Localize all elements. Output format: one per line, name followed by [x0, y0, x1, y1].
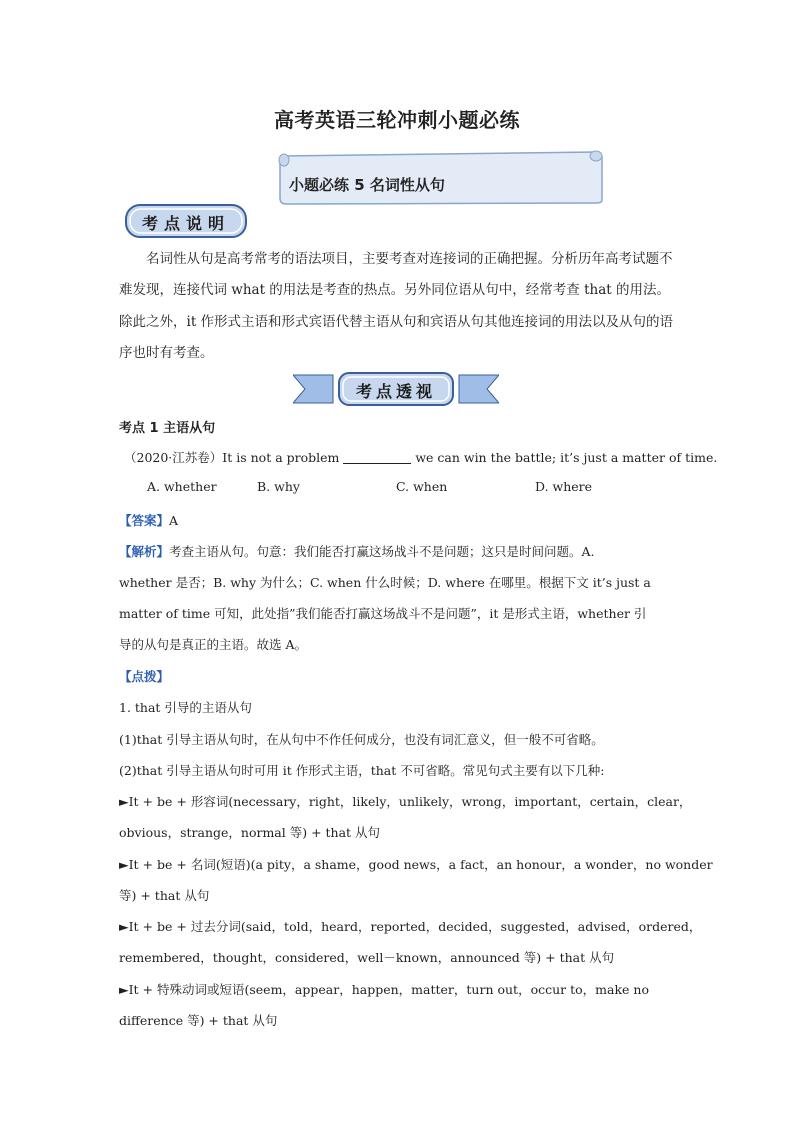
tip-line: ►It + be + 名词(短语)(a pity，a shame，good news，a fact，an honour，a wonder，no wonder: [119, 857, 713, 872]
analysis-label: 【解析】: [119, 544, 170, 559]
tip-line: ►It + be + 过去分词(said，told，heard，reported，decided，suggested，advised，ordered，: [119, 919, 702, 934]
question-after: we can win the battle; it’s just a matter of time.: [411, 450, 718, 465]
page-title: 高考英语三轮冲刺小题必练: [274, 108, 520, 132]
intro-paragraph: 名词性从句是高考常考的语法项目，主要考查对连接词的正确把握。分析历年高考试题不难发现，连接代词 what 的用法是考查的热点。另外同位语从句中，经常考查 that 的用法。除此之外，it 作形式主语和形式宾语代替主语从句和宾语从句其他连接词的用法以及从句的语序也时有考查。: [119, 251, 674, 361]
tip-line: difference 等) + that 从句: [119, 1013, 278, 1028]
tip-line: remembered，thought，considered，well－known，announced 等) + that 从句: [119, 950, 615, 965]
tip-line: ►It + 特殊动词或短语(seem，appear，happen，matter，turn out，occur to，make no: [119, 982, 649, 997]
analysis-line-3: matter of time 可知，此处指”我们能否打赢这场战斗不是问题”，it 是形式主语，whether 引: [119, 606, 647, 621]
scroll-label: 小题必练 5 名词性从句: [289, 176, 445, 194]
tip-line: ►It + be + 形容词(necessary，right，likely，unlikely，wrong，important，certain，clear，: [119, 794, 692, 809]
option-d: D. where: [535, 479, 593, 494]
question-before: It is not a problem: [222, 450, 344, 465]
badge-explain: 考点说明: [141, 214, 230, 233]
answer-value: A: [169, 513, 179, 528]
analysis-line-4: 导的从句是真正的主语。故选 A。: [119, 637, 308, 652]
tip-label: 【点拨】: [119, 669, 170, 684]
answer-label: 【答案】: [119, 513, 170, 528]
point1-heading: 考点 1 主语从句: [119, 421, 216, 436]
tip-line: (1)that 引导主语从句时，在从句中不作任何成分，也没有词汇意义，但一般不可省略。: [119, 732, 604, 747]
question-line: [124, 448, 718, 466]
tip-line: (2)that 引导主语从句时可用 it 作形式主语，that 不可省略。常见句式主要有以下几种:: [119, 763, 605, 778]
analysis-line-2: whether 是否；B. why 为什么；C. when 什么时候；D. where 在哪里。根据下文 it’s just a: [119, 575, 651, 590]
badge-insight: 考点透视: [355, 382, 436, 401]
option-c: C. when: [396, 479, 448, 494]
tip-line: obvious，strange，normal 等) + that 从句: [119, 825, 381, 840]
tip-line: 1. that 引导的主语从句: [119, 700, 252, 715]
option-a: A. whether: [147, 479, 217, 494]
tip-line: 等) + that 从句: [119, 888, 210, 903]
question-source: （2020·江苏卷）: [124, 450, 223, 465]
analysis-line-1: 【解析】考查主语从句。句意：我们能否打赢这场战斗不是问题；这只是时间问题。A.: [119, 544, 595, 559]
answer-blank: [343, 462, 411, 464]
option-b: B. why: [257, 479, 300, 494]
answer-line: [119, 511, 679, 529]
